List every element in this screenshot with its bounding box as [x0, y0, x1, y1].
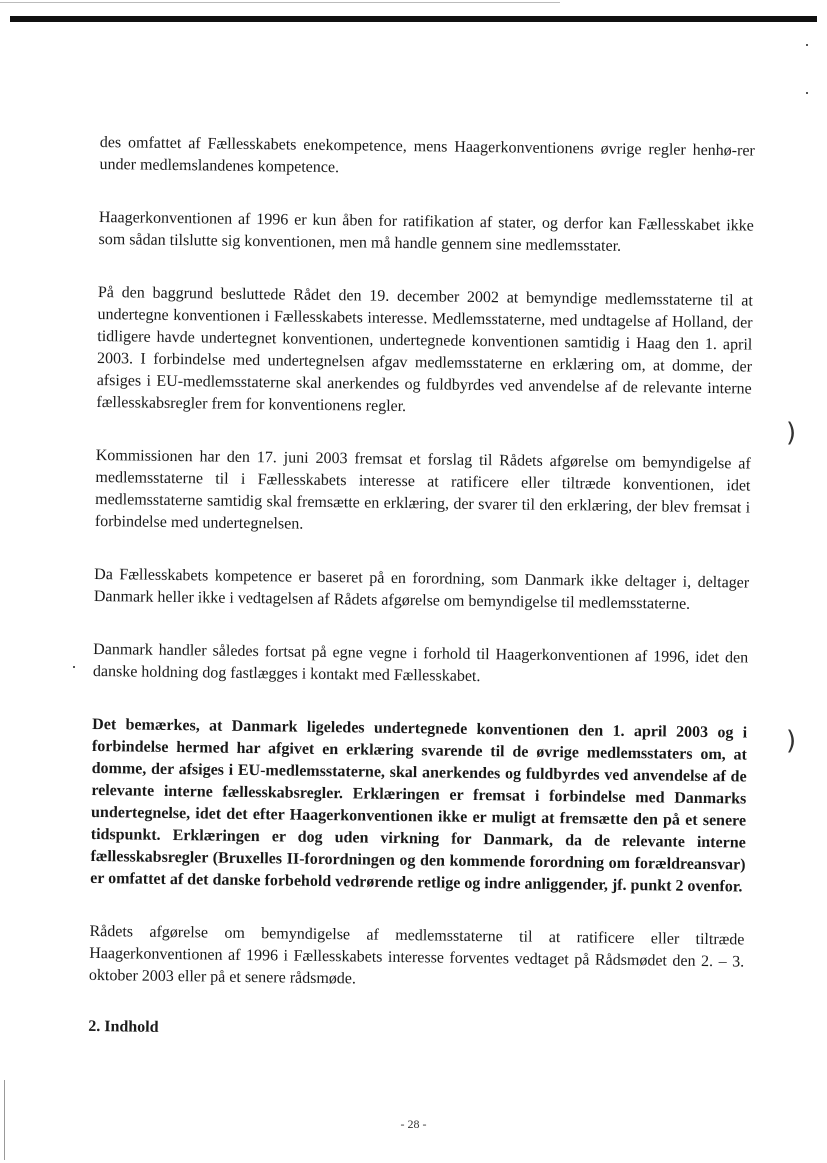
scan-speck [806, 44, 808, 46]
document-body [88, 132, 755, 1044]
scan-speck [806, 92, 808, 94]
punch-hole-mark: ) [786, 418, 797, 448]
paragraph-5: Da Fællesskabets kompetence er baseret på en forordning, som Danmark ikke deltager i, deltager Danmark heller ikke i vedtagelsen af Rådets afgørelse om bemyndigelse til medlemsstaterne. [93, 565, 750, 613]
header-rule [10, 16, 817, 22]
scan-speck [73, 666, 75, 668]
paragraph-1: des omfattet af Fællesskabets enekompetence, mens Haagerkonventionens øvrige regler henhø-rer under medlemslandenes kompetence. [99, 133, 755, 177]
paragraph-3: På den baggrund besluttede Rådet den 19. december 2002 at bemyndige medlemsstaterne til at undertegne konventionen i Fællesskabets interesse. Medlemsstaterne, med undtagelse af Holland, der tidligere havde undertegnet konventionen, undertegnede konventionen samtidig i Haag den 1. april 2003. I forbindelse med undertegnelsen afgav medlemsstaterne en erklæring om, at domme, der afsiges i EU-medlemsstaterne skal anerkendes og fuldbyrdes ved anvendelse af de relevante interne fællesskabsregler frem for konventionens regler. [96, 283, 753, 416]
paragraph-6: Danmark handler således fortsat på egne vegne i forhold til Haagerkonventionen af 1996, idet den danske holdning dog fastlægges i kontakt med Fællesskabet. [92, 640, 749, 686]
paragraph-8: Rådets afgørelse om bemyndigelse af medlemsstaterne til at ratificere eller tiltræde Haagerkonventionen af 1996 i Fællesskabets interesse forventes vedtaget på Rådsmødet den 2. – 3. oktober 2003 eller på et senere rådsmøde. [88, 922, 745, 988]
section-heading: 2. Indhold [88, 1017, 159, 1036]
paragraph-2: Haagerkonventionen af 1996 er kun åben for ratifikation af stater, og derfor kan Fællesskabet ikke som sådan tilslutte sig konventionen, men må handle gennem sine medlemsstater. [98, 208, 754, 255]
punch-hole-mark: ) [786, 726, 797, 756]
scan-top-thin-line [0, 2, 560, 3]
page-number: - 28 - [400, 1117, 427, 1131]
paragraph-4: Kommissionen har den 17. juni 2003 fremsat et forslag til Rådets afgørelse om bemyndigelse af medlemsstaterne til i Fællesskabets interesse at ratificere eller tiltræde konventionen, idet medlemsstaterne samtidig skal fremsætte en erklæring, der svarer til den erklæring, der blev fremsat i forbindelse med undertegnelsen. [94, 446, 751, 533]
paragraph-7: Det bemærkes, at Danmark ligeledes undertegnede konventionen den 1. april 2003 og i forbindelse hermed har afgivet en erklæring svarende til de øvrige medlemsstaters om, at domme, der afsiges i EU-medlemsstaterne, skal anerkendes og fuldbyrdes ved anvendelse af de relevante interne fællesskabsregler. Erklæringen er fremsat i forbindelse med Danmarks undertegnelse, idet det efter Haagerkonventionen ikke er muligt at fremsætte den på et senere tidspunkt. Erklæringen er dog uden virkning for Danmark, da de relevante interne fællesskabsregler (Bruxelles II-forordningen og den kommende forordning om forældreansvar) er omfattet af det danske forbehold vedrørende retlige og indre anliggender, jf. punkt 2 ovenfor. [90, 715, 748, 896]
